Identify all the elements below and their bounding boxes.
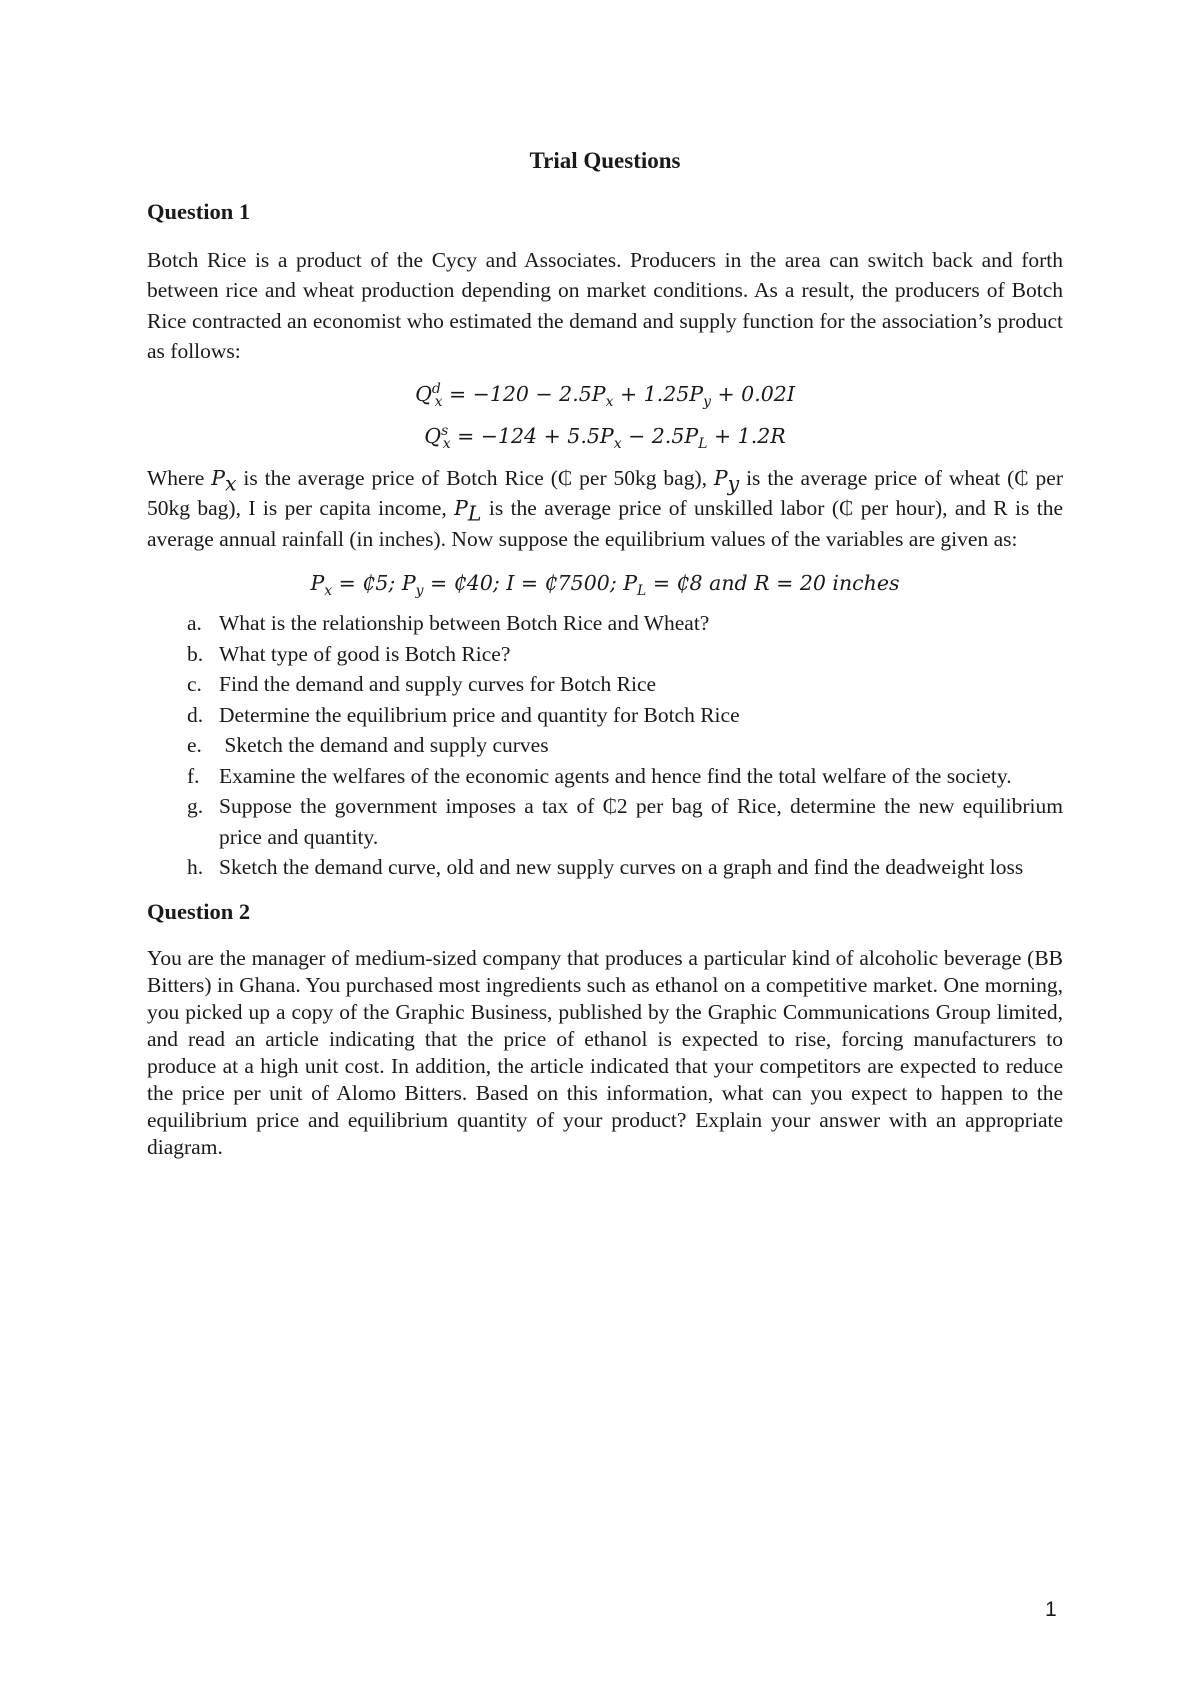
list-letter: h. <box>187 855 204 879</box>
list-item <box>147 852 1063 883</box>
list-text: What type of good is Botch Rice? <box>219 641 511 666</box>
list-text: Find the demand and supply curves for Botch Rice <box>219 672 657 696</box>
list-item <box>147 639 1063 670</box>
page-number: 1 <box>1045 1598 1057 1621</box>
eq-sub: x <box>442 435 451 452</box>
list-item <box>147 761 1063 792</box>
list-text: What is the relationship between Botch Rice and Wheat? <box>219 611 710 635</box>
list-item <box>147 791 1063 852</box>
eq-term: = ₵5; P <box>332 571 416 595</box>
text-run: is the average price of Botch Rice (₵ per 50kg bag), <box>236 465 714 490</box>
list-letter: g. <box>187 794 204 818</box>
demand-equation <box>147 379 1063 409</box>
eq-sup: d <box>431 380 441 397</box>
eq-term: − 2.5P <box>621 423 699 448</box>
math-sub: L <box>467 501 482 526</box>
eq-sub: x <box>324 583 333 600</box>
list-item <box>147 730 1063 761</box>
list-text: Sketch the demand and supply curves <box>219 733 549 757</box>
list-letter: b. <box>187 641 204 666</box>
eq-term: = −124 + 5.5P <box>450 423 614 448</box>
eq-term: + 1.25P <box>613 381 704 406</box>
text-run: is the average price of unskilled labor (₵ per hour), and R is the average annual rainfall (in inches). Now suppose the equilibrium values of the variables are given as: <box>147 496 1063 551</box>
list-letter: f. <box>187 763 200 788</box>
eq-term: = ₵8 and R = 20 inches <box>646 571 900 595</box>
math-var: P <box>713 465 728 490</box>
equilibrium-values-equation <box>147 568 1063 598</box>
eq-sup: s <box>441 422 449 439</box>
question-1-subquestions <box>147 608 1063 883</box>
list-text: Suppose the government imposes a tax of ₵2 per bag of Rice, determine the new equilibrium price and quantity. <box>219 794 1063 849</box>
math-var: P <box>454 496 468 520</box>
eq-term: = −120 − 2.5P <box>442 381 606 406</box>
variable-definitions <box>147 463 1063 555</box>
eq-sub: x <box>434 393 443 410</box>
list-item <box>147 700 1063 731</box>
math-sub: x <box>224 470 237 495</box>
eq-var: Q <box>424 423 442 448</box>
question-2-text: You are the manager of medium-sized company that produces a particular kind of alcoholic beverage (BB Bitters) in Ghana. You purchased most ingredients such as ethanol on a competitive market. One morning, you picked up a copy of the Graphic Business, published by the Graphic Communications Group limited, and read an article indicating that the price of ethanol is expected to rise, forcing manufacturers to produce at a high unit cost. In addition, the article indicated that your competitors are expected to reduce the price per unit of Alomo Bitters. Based on this information, what can you expect to happen to the equilibrium price and equilibrium quantity of your product? Explain your answer with an appropriate diagram. <box>147 945 1063 1159</box>
eq-sub: L <box>637 583 647 600</box>
list-item <box>147 608 1063 639</box>
list-letter: a. <box>187 611 202 635</box>
list-text: Determine the equilibrium price and quantity for Botch Rice <box>219 702 740 727</box>
eq-term: + 1.2R <box>707 423 786 448</box>
list-text: Examine the welfares of the economic agents and hence find the total welfare of the society. <box>219 763 1012 788</box>
list-letter: d. <box>187 702 204 727</box>
eq-term: + 0.02I <box>710 381 795 406</box>
eq-sub: x <box>613 435 622 452</box>
eq-term: = ₵40; I = ₵7500; P <box>423 571 638 595</box>
eq-sub: L <box>698 435 708 452</box>
list-letter: c. <box>187 672 202 696</box>
question-1-heading: Question 1 <box>147 198 251 224</box>
math-sub: y <box>727 470 740 495</box>
document-title: Trial Questions <box>529 148 681 173</box>
question-2-heading: Question 2 <box>147 898 251 924</box>
page-content <box>147 146 1063 1161</box>
question-1-intro: Botch Rice is a product of the Cycy and Associates. Producers in the area can switch back and forth between rice and wheat production depending on market conditions. As a result, the producers of Botch Rice contracted an economist who estimated the demand and supply function for the association’s product as follows: <box>147 247 1063 363</box>
math-var: P <box>211 465 225 490</box>
eq-var: P <box>310 571 325 595</box>
list-item <box>147 669 1063 700</box>
eq-sub: y <box>703 393 711 410</box>
eq-sub: x <box>605 393 614 410</box>
eq-sub: y <box>415 583 424 600</box>
text-run: Where <box>147 465 212 490</box>
supply-equation <box>147 421 1063 451</box>
equation-block <box>147 379 1063 451</box>
list-letter: e. <box>187 733 202 757</box>
text-run: is the average price of wheat (₵ per 50kg bag), I is per capita income, <box>147 465 1064 520</box>
eq-var: Q <box>415 381 432 406</box>
list-text: Sketch the demand curve, old and new supply curves on a graph and find the deadweight loss <box>219 855 1024 879</box>
